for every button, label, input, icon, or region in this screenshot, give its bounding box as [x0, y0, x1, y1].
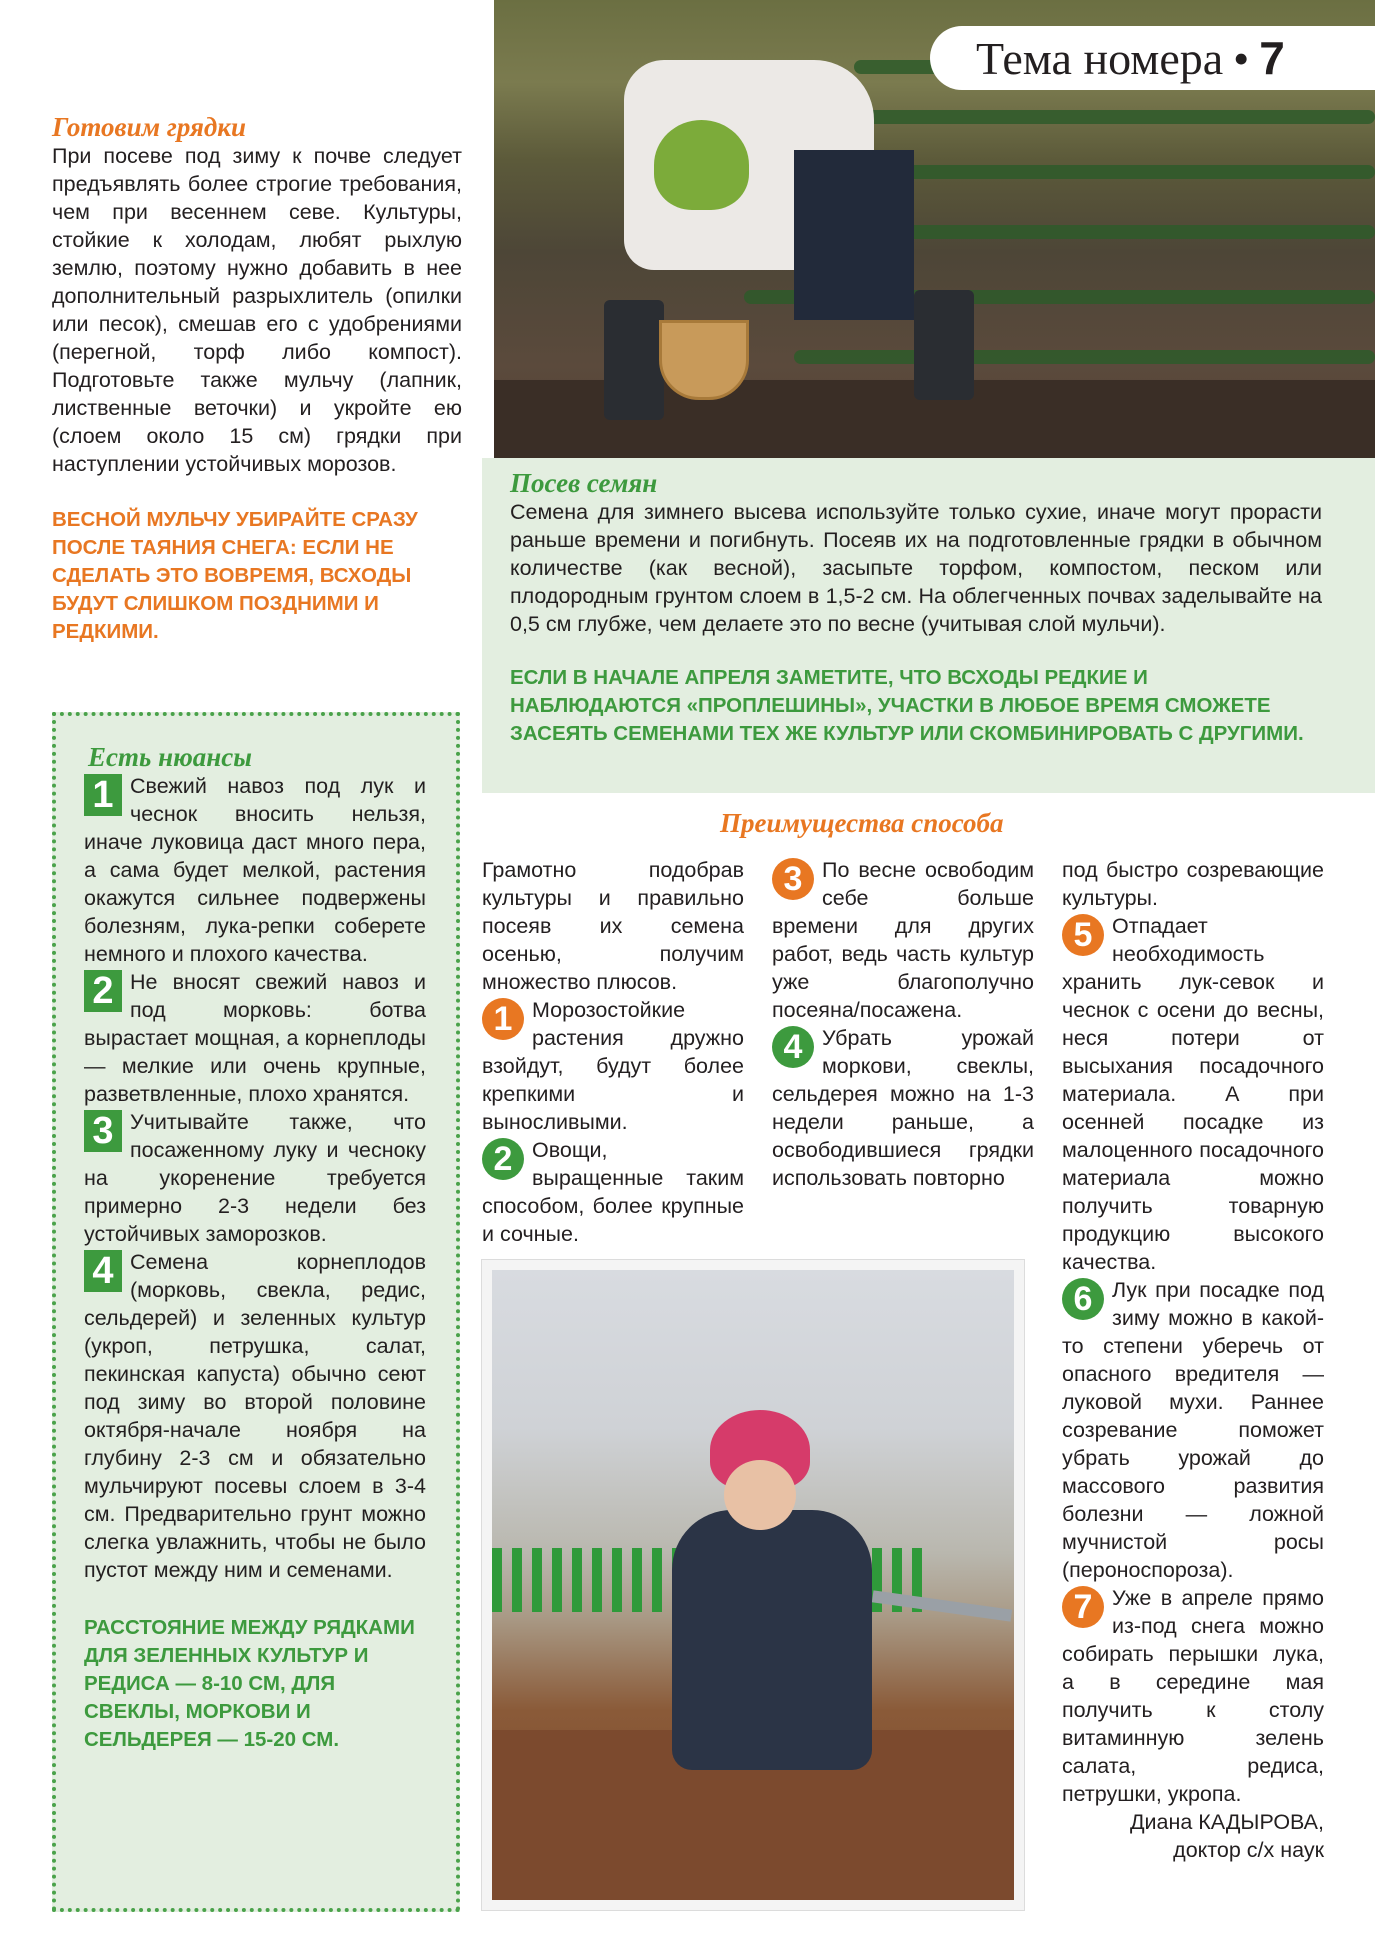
advantage-item	[482, 1136, 744, 1248]
nuances-callout: РАССТОЯНИЕ МЕЖДУ РЯДКАМИ ДЛЯ ЗЕЛЕННЫХ КУЛЬТУР И РЕДИСА — 8-10 СМ, ДЛЯ СВЕКЛЫ, МОРКОВИ И СЕЛЬДЕРЕЯ — 15-20 СМ.	[84, 1616, 415, 1751]
number-badge-6: 6	[1062, 1278, 1104, 1320]
advantage-text-2: Овощи, выращенные таким способом, более крупные и сочные.	[482, 1138, 744, 1246]
advantage-item	[1062, 1276, 1324, 1584]
advantages-col-1	[482, 856, 744, 1248]
number-badge-2: 2	[482, 1138, 524, 1180]
advantage-text-5: Отпадает необходимость хранить лук-севок и чеснок с осени до весны, неся потери от высыхания посадочного материала. А при осенней посадке из малоценного посадочного материала можно получить товарную продукцию высокого качества.	[1062, 914, 1324, 1274]
advantage-item	[1062, 1584, 1324, 1808]
advantage-item	[772, 1024, 1034, 1192]
author-name: Диана КАДЫРОВА,	[1129, 1810, 1324, 1834]
number-badge-7: 7	[1062, 1586, 1104, 1628]
advantage-text-cont: под быстро созревающие культуры.	[1062, 858, 1324, 910]
number-badge-3: 3	[772, 858, 814, 900]
nuances-heading: Есть нюансы	[88, 742, 252, 772]
advantages-col-3	[1062, 856, 1324, 1864]
beds-heading: Готовим грядки	[52, 112, 246, 142]
nuance-item	[84, 968, 426, 1108]
nuance-item	[84, 772, 426, 968]
nuance-text-3: Учитывайте также, что посаженному луку и чесноку на укоренение требуется примерно 2-3 недели без устойчивых заморозков.	[84, 1110, 426, 1246]
advantage-item	[482, 996, 744, 1136]
beds-body: При посеве под зиму к почве следует предъявлять более строгие требования, чем при весеннем севе. Культуры, стойкие к холодам, любят рыхлую землю, поэтому нужно добавить в нее дополнительный разрыхлитель (опилки или песок), смешав его с удобрениями (перегной, торф либо компост). Подготовьте также мульчу (лапник, лиственные веточки) и укройте ею (слоем около 15 см) грядки при наступлении устойчивых морозов.	[52, 144, 462, 476]
author-title: доктор с/х наук	[1173, 1838, 1324, 1862]
beds-callout: ВЕСНОЙ МУЛЬЧУ УБИРАЙТЕ СРАЗУ ПОСЛЕ ТАЯНИЯ СНЕГА: ЕСЛИ НЕ СДЕЛАТЬ ЭТО ВОВРЕМЯ, ВСХОДЫ БУДУТ СЛИШКОМ ПОЗДНИМИ И РЕДКИМИ.	[52, 508, 418, 643]
nuance-text-2: Не вносят свежий навоз и под морковь: ботва вырастает мощная, а корнеплоды — мелкие или очень крупные, разветвленные, плохо хранятся.	[84, 970, 426, 1106]
advantage-text-1: Морозостойкие растения дружно взойдут, будут более крепкими и выносливыми.	[482, 998, 744, 1134]
separator-bullet: •	[1233, 32, 1250, 84]
advantage-text-7: Уже в апреле прямо из-под снега можно собирать перышки лука, а в середине мая получить к столу витаминную зелень салата, редиса, петрушки, укропа.	[1062, 1586, 1324, 1806]
sowing-section	[510, 468, 1322, 748]
photo-garden-planting	[482, 1260, 1024, 1910]
advantage-item	[1062, 912, 1324, 1276]
advantage-text-3: По весне освободим себе больше времени для других работ, ведь часть культур уже благополучно посеяна/посажена.	[772, 858, 1034, 1022]
number-badge-4: 4	[772, 1026, 814, 1068]
number-badge-1: 1	[84, 774, 122, 816]
nuance-text-4: Семена корнеплодов (морковь, свекла, редис, сельдерей) и зеленных культур (укроп, петрушка, салат, пекинская капуста) обычно сеют под зиму во второй половине октября-начале ноября на глубину 2-3 см и обязательно мульчируют посевы слоем в 3-4 см. Предварительно грунт можно слегка увлажнить, чтобы не было пустот между ним и семенами.	[84, 1250, 426, 1582]
number-badge-3: 3	[84, 1110, 122, 1152]
nuances-section	[84, 742, 426, 1754]
advantages-heading: Преимущества способа	[720, 808, 1004, 838]
sowing-callout: ЕСЛИ В НАЧАЛЕ АПРЕЛЯ ЗАМЕТИТЕ, ЧТО ВСХОДЫ РЕДКИЕ И НАБЛЮДАЮТСЯ «ПРОПЛЕШИНЫ», УЧАСТКИ В ЛЮБОЕ ВРЕМЯ СМОЖЕТЕ ЗАСЕЯТЬ СЕМЕНАМИ ТЕХ ЖЕ КУЛЬТУР ИЛИ СКОМБИНИРОВАТЬ С ДРУГИМИ.	[510, 666, 1304, 745]
advantage-item	[772, 856, 1034, 1024]
number-badge-1: 1	[482, 998, 524, 1040]
advantage-text-6: Лук при посадке под зиму можно в какой-то степени уберечь от опасного вредителя — луковой мухи. Раннее созревание поможет убрать урожай до массового развития болезни — ложной мучнистой росы (пероноспороза).	[1062, 1278, 1324, 1582]
advantages-intro: Грамотно подобрав культуры и правильно посеяв их семена осенью, получим множество плюсов.	[482, 858, 744, 994]
number-badge-4: 4	[84, 1250, 122, 1292]
number-badge-2: 2	[84, 970, 122, 1012]
nuance-text-1: Свежий навоз под лук и чеснок вносить нельзя, иначе луковица даст много пера, а сама будет мелкой, растения окажутся сильнее подвержены болезням, лука-репки соберете немного и плохого качества.	[84, 774, 426, 966]
nuance-item	[84, 1248, 426, 1584]
advantages-heading-wrap	[720, 808, 1100, 838]
advantage-text-4: Убрать урожай моркови, свеклы, сельдерея можно на 1-3 недели раньше, а освободившиеся грядки использовать повторно	[772, 1026, 1034, 1190]
nuance-item	[84, 1108, 426, 1248]
number-badge-5: 5	[1062, 914, 1104, 956]
section-title: Тема номера	[976, 32, 1224, 84]
sowing-body: Семена для зимнего высева используйте только сухие, иначе могут прорасти раньше времени и погибнуть. Посеяв их на подготовленные грядки в обычном количестве (как весной), засыпьте торфом, компостом, песком или плодородным грунтом слоем в 1,5-2 см. На облегченных почвах заделывайте на 0,5 см глубже, чем делаете это по весне (учитывая слой мульчи).	[510, 500, 1322, 636]
section-header	[930, 26, 1375, 90]
advantages-col-2	[772, 856, 1034, 1192]
beds-section	[52, 112, 462, 646]
sowing-heading: Посев семян	[510, 468, 658, 498]
page-number: 7	[1259, 32, 1285, 84]
